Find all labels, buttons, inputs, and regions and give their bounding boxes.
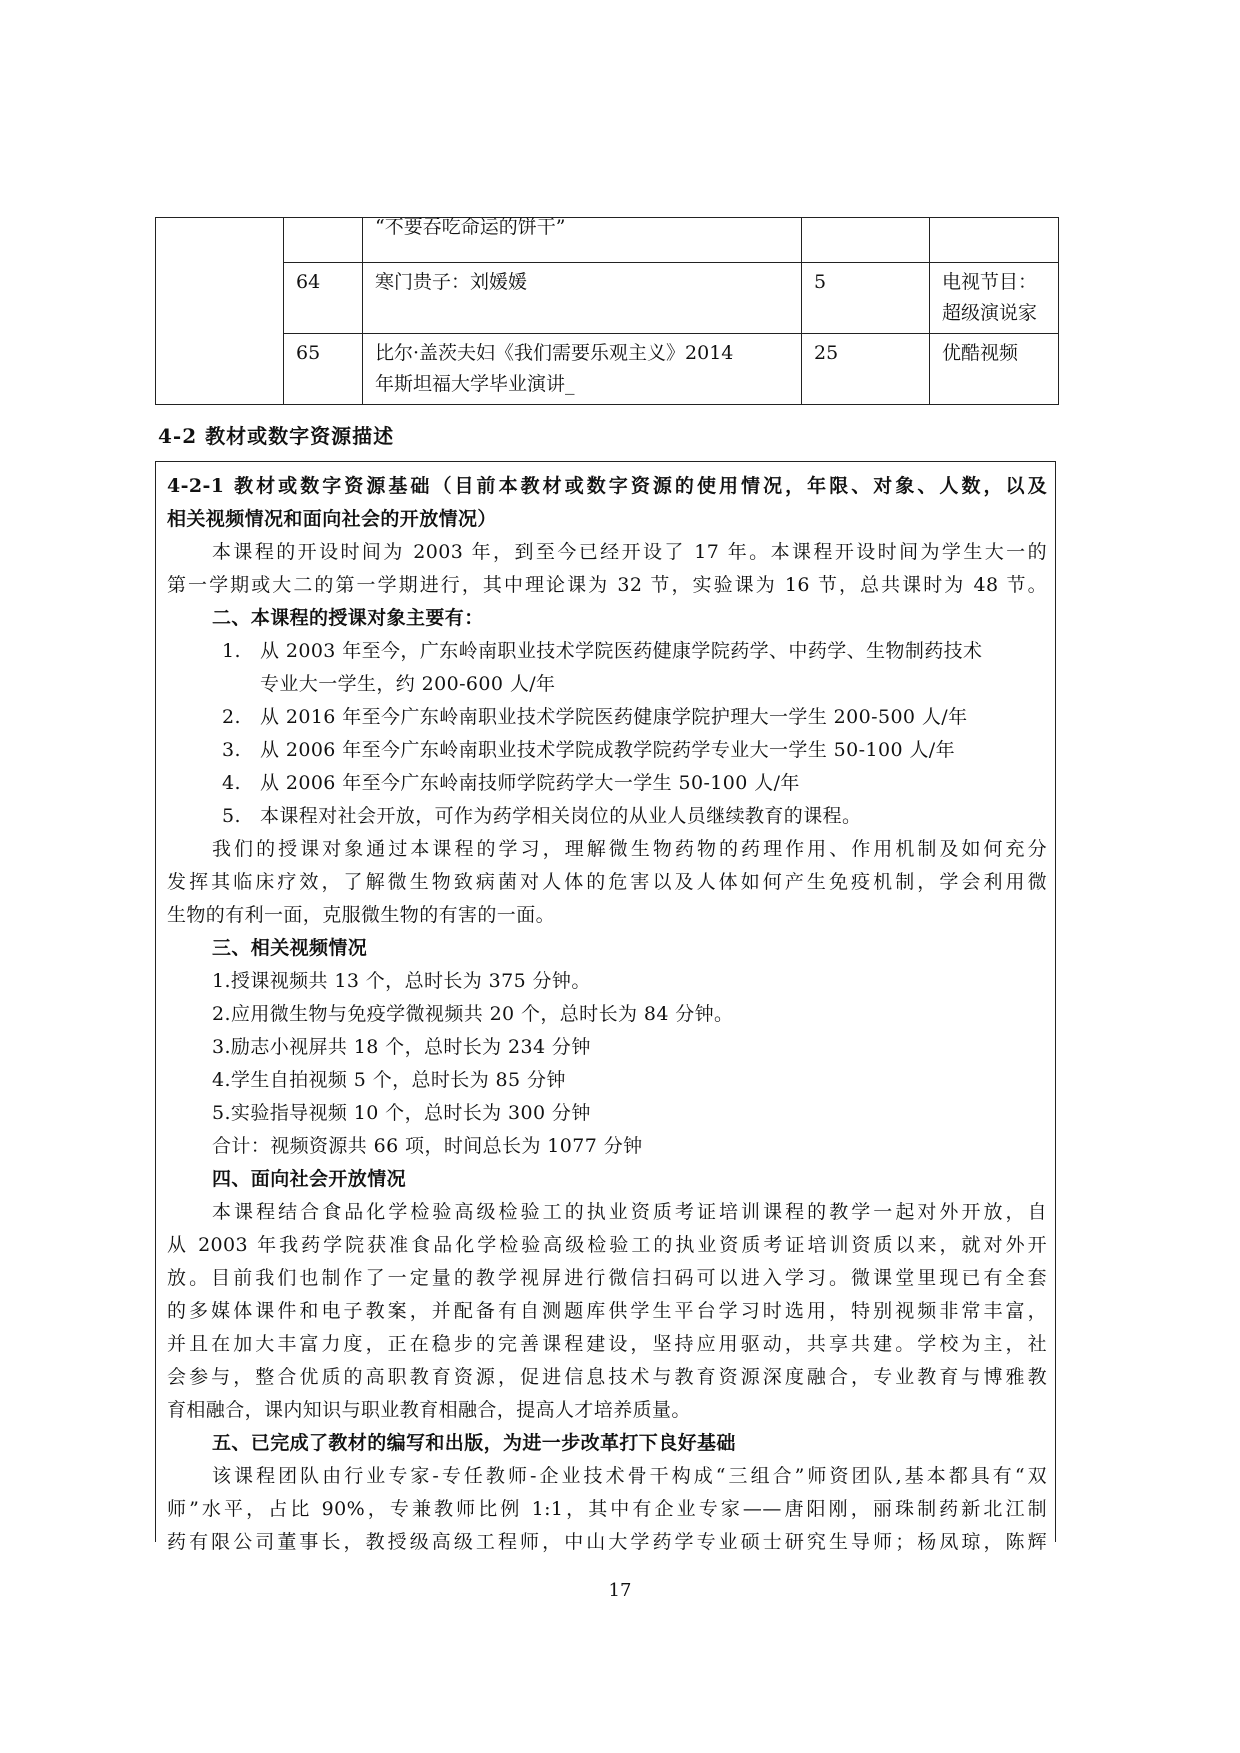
- item-number: 3.: [222, 739, 241, 761]
- row-number-cell: 64: [284, 263, 363, 334]
- source-cell: [930, 263, 1059, 334]
- target-item-5: [167, 800, 1047, 833]
- source-cell: [930, 334, 1059, 405]
- goal-line: 发挥其临床疗效，了解微生物致病菌对人体的危害以及人体如何产生免疫机制，学会利用微: [167, 871, 1047, 893]
- source-cell: [930, 218, 1059, 263]
- video-name-cell: [363, 334, 802, 405]
- video-item: 3.励志小视屏共 18 个，总时长为 234 分钟: [212, 1036, 591, 1058]
- item-number: 4.: [222, 772, 241, 794]
- item-number: 2.: [222, 706, 241, 728]
- row-number-cell: 65: [284, 334, 363, 405]
- open-line: 会参与，整合优质的高职教育资源，促进信息技术与教育资源深度融合，专业教育与博雅教: [167, 1366, 1047, 1388]
- item-text: 从 2006 年至今广东岭南技师学院药学大一学生 50-100 人/年: [260, 772, 800, 794]
- source-line: 超级演说家: [942, 302, 1038, 324]
- box-heading-line: 4-2-1 教材或数字资源基础（目前本教材或数字资源的使用情况，年限、对象、人数，以及: [167, 475, 1047, 497]
- table-row: [156, 218, 1059, 263]
- section-heading: 4-2 教材或数字资源描述: [158, 424, 395, 448]
- row-number-cell: [284, 218, 363, 263]
- target-item-3: [167, 734, 1047, 767]
- open-heading: 四、面向社会开放情况: [212, 1168, 407, 1190]
- video-heading: 三、相关视频情况: [212, 937, 368, 959]
- item-number: 5.: [222, 805, 241, 827]
- open-line: 育相融合，课内知识与职业教育相融合，提高人才培养质量。: [167, 1399, 691, 1421]
- video-total: 合计：视频资源共 66 项，时间总长为 1077 分钟: [212, 1135, 643, 1157]
- item-text: 从 2006 年至今广东岭南职业技术学院成教学院药学专业大一学生 50-100 人/年: [260, 739, 955, 761]
- textbook-heading: 五、已完成了教材的编写和出版，为进一步改革打下良好基础: [212, 1432, 736, 1454]
- intro-line: 本课程的开设时间为 2003 年，到至今已经开设了 17 年。本课程开设时间为学生大一的: [212, 541, 1047, 563]
- open-line: 本课程结合食品化学检验高级检验工的执业资质考证培训课程的教学一起对外开放，自: [212, 1201, 1047, 1223]
- item-number: 1.: [222, 640, 241, 662]
- video-item: 5.实验指导视频 10 个，总时长为 300 分钟: [212, 1102, 591, 1124]
- target-item-1-cont: 专业大一学生，约 200-600 人/年: [260, 673, 556, 695]
- video-name-cell: [363, 263, 802, 334]
- target-item-2: [167, 701, 1047, 734]
- target-item-1: [167, 635, 1047, 668]
- box-content: [167, 470, 1047, 1559]
- item-text: 从 2016 年至今广东岭南职业技术学院医药健康学院护理大一学生 200-500 人/年: [260, 706, 968, 728]
- goal-line: 生物的有利一面，克服微生物的有害的一面。: [167, 904, 556, 926]
- duration-cell: 5: [802, 263, 930, 334]
- video-name-line: 比尔·盖茨夫妇《我们需要乐观主义》2014: [375, 342, 734, 364]
- team-line: 师”水平，占比 90%，专兼教师比例 1:1，其中有企业专家——唐阳刚，丽珠制药新北江制: [167, 1498, 1047, 1520]
- open-line: 并且在加大丰富力度，正在稳步的完善课程建设，坚持应用驱动，共享共建。学校为主，社: [167, 1333, 1047, 1355]
- table-row: [156, 334, 1059, 405]
- video-item: 4.学生自拍视频 5 个，总时长为 85 分钟: [212, 1069, 566, 1091]
- video-name-line: 寒门贵子：刘媛媛: [375, 271, 528, 293]
- table-row: [156, 263, 1059, 334]
- page-number: 17: [608, 1580, 632, 1601]
- goal-line: 我们的授课对象通过本课程的学习，理解微生物药物的药理作用、作用机制及如何充分: [212, 838, 1047, 860]
- source-line: 电视节目：: [942, 271, 1038, 293]
- open-line: 放。目前我们也制作了一定量的教学视屏进行微信扫码可以进入学习。微课堂里现已有全套: [167, 1267, 1047, 1289]
- intro-line: 第一学期或大二的第一学期进行，其中理论课为 32 节，实验课为 16 节，总共课时为 48 节。: [167, 574, 1047, 596]
- video-name-cell: [363, 218, 802, 263]
- duration-cell: 25: [802, 334, 930, 405]
- box-heading-line: 相关视频情况和面向社会的开放情况）: [167, 508, 497, 530]
- team-line: 药有限公司董事长，教授级高级工程师，中山大学药学专业硕士研究生导师；杨凤琼，陈辉: [167, 1531, 1047, 1553]
- duration-cell: [802, 218, 930, 263]
- category-cell: [156, 218, 284, 405]
- open-line: 的多媒体课件和电子教案，并配备有自测题库供学生平台学习时选用，特别视频非常丰富，: [167, 1300, 1047, 1322]
- source-line: 优酷视频: [942, 342, 1019, 364]
- video-name-line: “不要吞吃命运的饼干”: [375, 216, 566, 238]
- open-line: 从 2003 年我药学院获准食品化学检验高级检验工的执业资质考证培训资质以来，就对外开: [167, 1234, 1047, 1256]
- target-heading: 二、本课程的授课对象主要有：: [212, 607, 484, 629]
- video-item: 2.应用微生物与免疫学微视频共 20 个，总时长为 84 分钟。: [212, 1003, 734, 1025]
- video-item: 1.授课视频共 13 个，总时长为 375 分钟。: [212, 970, 591, 992]
- video-resource-table: [155, 217, 1059, 405]
- resource-description-box: [155, 461, 1056, 1553]
- item-text: 从 2003 年至今，广东岭南职业技术学院医药健康学院药学、中药学、生物制药技术: [260, 640, 983, 662]
- item-text: 本课程对社会开放，可作为药学相关岗位的从业人员继续教育的课程。: [260, 805, 862, 827]
- target-item-4: [167, 767, 1047, 800]
- team-line: 该课程团队由行业专家-专任教师-企业技术骨干构成“三组合”师资团队,基本都具有“双: [212, 1465, 1047, 1487]
- video-name-line: 年斯坦福大学毕业演讲_: [375, 373, 575, 395]
